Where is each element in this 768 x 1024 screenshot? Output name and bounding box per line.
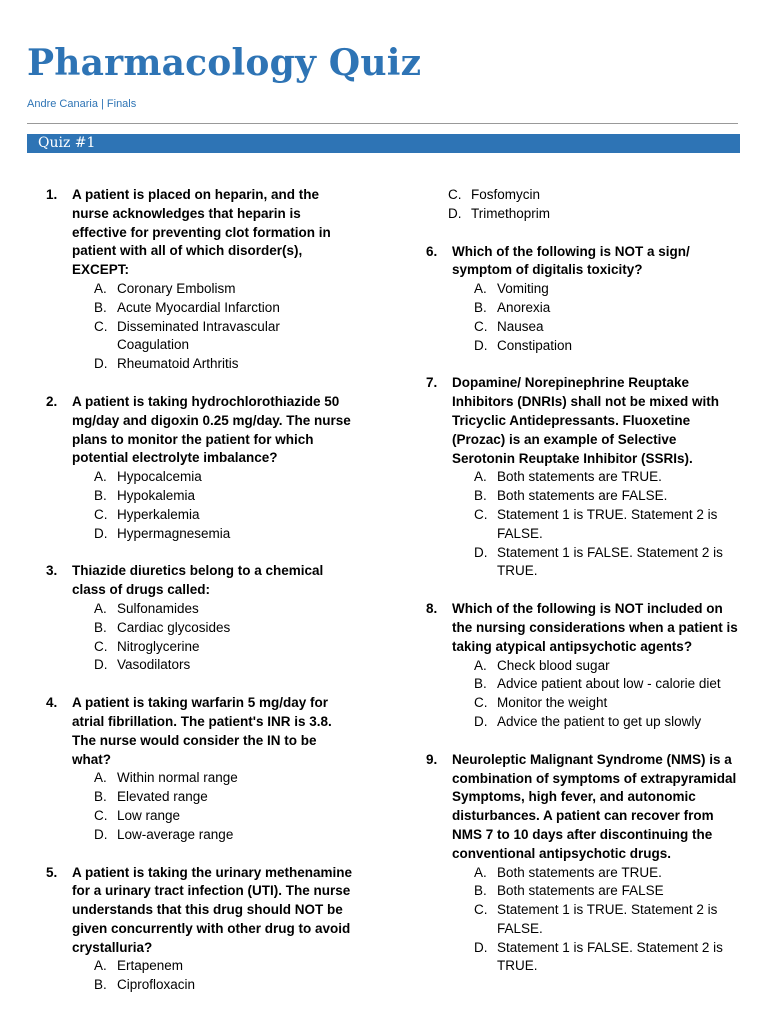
option-text: Nitroglycerine [117, 638, 200, 654]
option-letter: B. [94, 619, 107, 635]
option-text: Within normal range [117, 770, 238, 786]
answer-option [452, 318, 738, 337]
question-number: 6. [426, 243, 438, 259]
option-letter: B. [94, 299, 107, 315]
answer-option [72, 638, 358, 657]
answer-option [72, 280, 358, 299]
question [426, 374, 738, 581]
question [426, 243, 738, 356]
option-text: Constipation [497, 337, 573, 353]
option-text: Low range [117, 807, 181, 823]
question [426, 600, 738, 732]
divider [27, 123, 738, 124]
option-letter: B. [94, 487, 107, 503]
answer-option [452, 544, 738, 582]
answer-option [452, 487, 738, 506]
option-letter: A. [474, 281, 487, 297]
option-letter: B. [474, 676, 487, 692]
question [426, 751, 738, 977]
option-list [452, 468, 738, 581]
answer-option [426, 186, 738, 205]
question-text: A patient is taking the urinary methenamine for a urinary tract infection (UTI). The nurse understands that this drug should NOT be given concurrently with other drug to avoid crystalluria? [72, 864, 353, 955]
question-number: 1. [46, 187, 58, 202]
left-column [46, 186, 358, 1014]
question-number: 9. [426, 751, 438, 767]
option-text: Advice patient about low - calorie diet [497, 676, 721, 692]
option-text: Ciprofloxacin [117, 977, 196, 993]
question-number: 8. [426, 601, 438, 617]
page-subtitle: Andre Canaria | Finals [27, 98, 137, 110]
option-letter: D. [474, 337, 488, 353]
option-letter: C. [94, 807, 108, 823]
answer-option [452, 694, 738, 713]
option-letter: C. [448, 187, 462, 202]
option-text: Disseminated Intravascular Coagulation [117, 318, 280, 353]
option-list [72, 600, 358, 675]
option-letter: C. [94, 506, 108, 522]
option-list-continued [426, 186, 738, 224]
answer-option [452, 506, 738, 544]
option-letter: A. [94, 770, 107, 786]
answer-option [72, 506, 358, 525]
option-letter: A. [94, 280, 107, 296]
option-text: Statement 1 is TRUE. Statement 2 is FALSE. [497, 902, 718, 936]
answer-option [72, 788, 358, 807]
option-letter: D. [448, 205, 462, 221]
option-text: Coronary Embolism [117, 280, 236, 296]
option-letter: D. [94, 356, 108, 372]
right-column [426, 186, 738, 995]
answer-option [452, 675, 738, 694]
option-letter: A. [474, 657, 487, 673]
option-text: Acute Myocardial Infarction [117, 299, 280, 315]
answer-option [72, 525, 358, 544]
answer-option [72, 769, 358, 788]
option-text: Trimethoprim [471, 205, 551, 221]
option-letter: B. [474, 299, 487, 315]
option-list [72, 957, 358, 995]
answer-option [72, 807, 358, 826]
option-letter: C. [94, 638, 108, 654]
option-letter: D. [474, 713, 488, 729]
question [46, 864, 358, 996]
answer-option [72, 619, 358, 638]
answer-option [452, 713, 738, 732]
question-number: 7. [426, 375, 438, 391]
option-text: Vasodilators [117, 657, 191, 673]
question-text: A patient is taking hydrochlorothiazide 50 mg/day and digoxin 0.25 mg/day. The nurse plans to monitor the patient for which potential electrolyte imbalance? [72, 393, 351, 466]
option-text: Statement 1 is FALSE. Statement 2 is TRUE. [497, 544, 723, 579]
option-text: Rheumatoid Arthritis [117, 356, 239, 372]
question-number: 3. [46, 563, 58, 579]
option-letter: D. [474, 544, 488, 560]
option-letter: C. [474, 318, 488, 334]
answer-option [452, 901, 738, 939]
question [46, 694, 358, 844]
option-letter: C. [474, 695, 488, 711]
page-title: Pharmacology Quiz [27, 42, 422, 84]
option-letter: A. [94, 600, 107, 616]
option-text: Hypermagnesemia [117, 525, 231, 541]
option-text: Hypokalemia [117, 487, 196, 503]
question-number: 4. [46, 695, 58, 711]
answer-option [452, 280, 738, 299]
answer-option [452, 864, 738, 883]
option-letter: B. [94, 789, 107, 805]
option-letter: A. [474, 469, 487, 485]
option-text: Both statements are FALSE [497, 883, 664, 899]
option-letter: D. [94, 826, 108, 842]
answer-option [72, 468, 358, 487]
question [46, 186, 358, 374]
option-letter: A. [94, 958, 107, 974]
answer-option [72, 600, 358, 619]
question [46, 393, 358, 543]
option-text: Vomiting [497, 281, 549, 297]
answer-option [72, 976, 358, 995]
answer-option [72, 656, 358, 675]
option-text: Hyperkalemia [117, 506, 200, 522]
answer-option [452, 939, 738, 977]
option-letter: A. [474, 864, 487, 880]
option-list [452, 280, 738, 355]
option-text: Nausea [497, 318, 544, 334]
option-list [452, 657, 738, 732]
answer-option [452, 299, 738, 318]
option-list [72, 280, 358, 374]
answer-option [72, 318, 358, 356]
option-text: Check blood sugar [497, 657, 610, 673]
answer-option [72, 957, 358, 976]
question-text: Dopamine/ Norepinephrine Reuptake Inhibitors (DNRIs) shall not be mixed with Tricyclic Antidepressants. Fluoxetine (Prozac) is an example of Selective Serotonin Reuptake Inhibitor (SSRIs). [452, 375, 720, 466]
option-letter: D. [94, 657, 108, 673]
option-letter: C. [94, 318, 108, 334]
option-text: Statement 1 is TRUE. Statement 2 is FALSE. [497, 506, 718, 541]
answer-option [452, 337, 738, 356]
option-text: Fosfomycin [471, 187, 541, 202]
answer-option [452, 657, 738, 676]
option-text: Elevated range [117, 789, 208, 805]
answer-option [452, 882, 738, 901]
question-text: Thiazide diuretics belong to a chemical class of drugs called: [72, 563, 324, 598]
question [46, 562, 358, 675]
answer-option [72, 355, 358, 374]
option-list [72, 468, 358, 543]
option-text: Monitor the weight [497, 695, 608, 711]
option-text: Statement 1 is FALSE. Statement 2 is TRUE. [497, 939, 723, 974]
option-letter: A. [94, 469, 107, 485]
question-text: A patient is taking warfarin 5 mg/day for atrial fibrillation. The patient's INR is 3.8. The nurse would consider the IN to be what? [72, 695, 332, 767]
question-number: 2. [46, 393, 58, 409]
option-letter: B. [474, 883, 487, 899]
question-text: Which of the following is NOT a sign/ symptom of digitalis toxicity? [452, 243, 690, 278]
answer-option [426, 205, 738, 224]
question-text: Which of the following is NOT included on the nursing considerations when a patient is taking atypical antipsychotic agents? [452, 601, 738, 654]
option-text: Sulfonamides [117, 600, 199, 616]
answer-option [72, 299, 358, 318]
answer-option [72, 487, 358, 506]
option-text: Both statements are FALSE. [497, 488, 668, 504]
option-letter: B. [474, 488, 487, 504]
option-text: Low-average range [117, 826, 234, 842]
option-list [452, 864, 738, 977]
option-letter: B. [94, 977, 107, 993]
option-text: Advice the patient to get up slowly [497, 713, 702, 729]
question-text: A patient is placed on heparin, and the nurse acknowledges that heparin is effective for preventing clot formation in patient with all of which disorder(s), EXCEPT: [72, 187, 331, 278]
option-text: Cardiac glycosides [117, 619, 231, 635]
option-letter: C. [474, 506, 488, 522]
section-heading: Quiz #1 [27, 134, 740, 153]
option-text: Both statements are TRUE. [497, 469, 662, 485]
option-list [72, 769, 358, 844]
answer-option [452, 468, 738, 487]
option-letter: D. [474, 939, 488, 955]
option-text: Hypocalcemia [117, 469, 202, 485]
option-text: Ertapenem [117, 958, 184, 974]
option-text: Anorexia [497, 299, 551, 315]
question-number: 5. [46, 864, 58, 880]
question-text: Neuroleptic Malignant Syndrome (NMS) is a combination of symptoms of extrapyramidal Symptoms, high fever, and autonomic disturbances. A patient can recover from NMS 7 to 10 days after discontinuing the conventional antipsychotic drugs. [452, 751, 737, 861]
answer-option [72, 826, 358, 845]
option-letter: C. [474, 902, 488, 918]
option-letter: D. [94, 525, 108, 541]
option-text: Both statements are TRUE. [497, 864, 662, 880]
